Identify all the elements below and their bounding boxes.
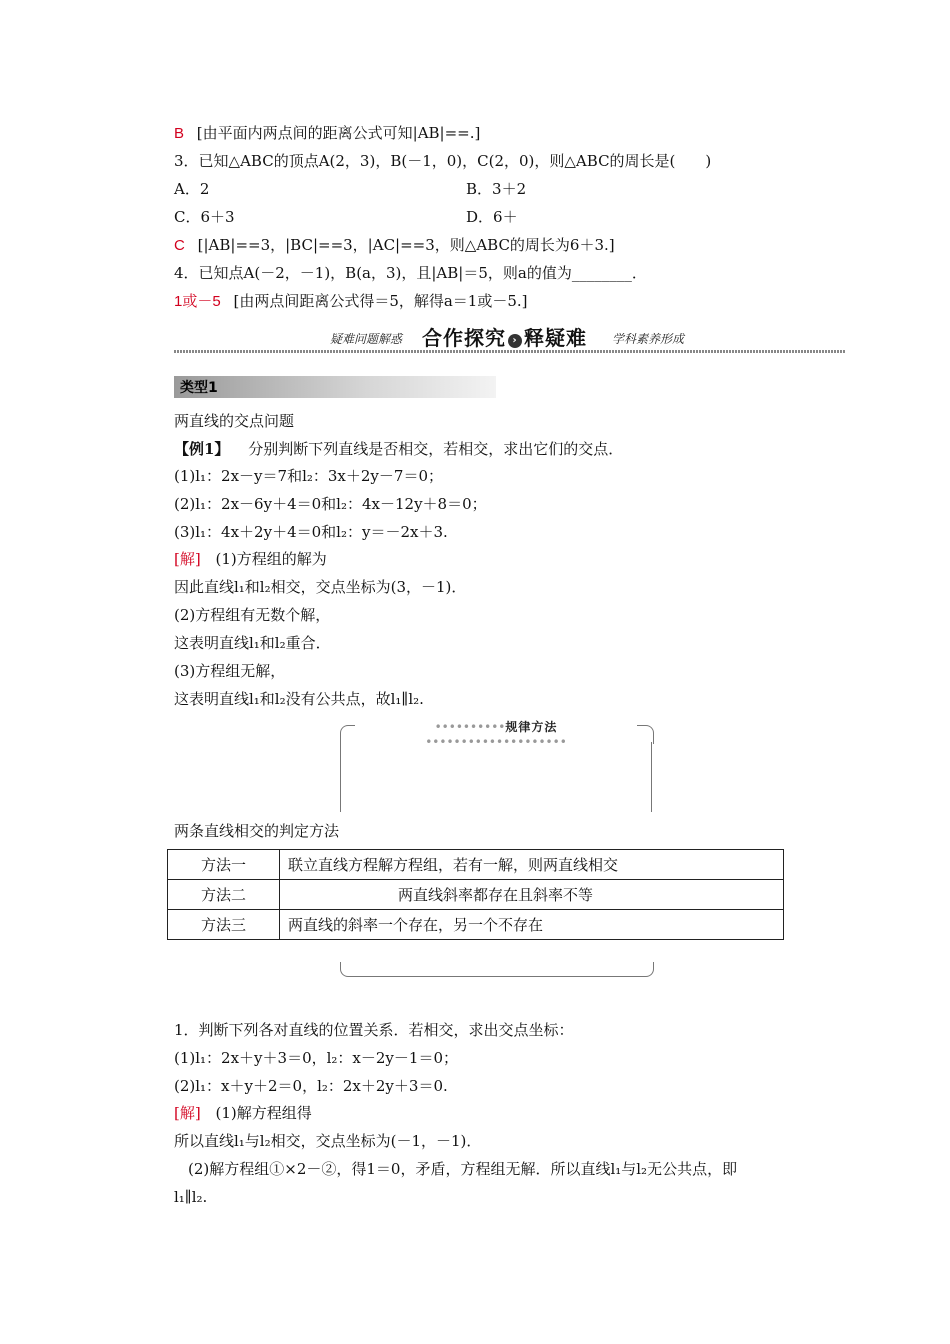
option-b: B．3＋2	[466, 180, 527, 198]
method-box-title-text: 规律方法	[505, 720, 558, 734]
question-3-stem: 3．已知△ABC的顶点A(2，3)，B(－1，0)，C(2，0)，则△ABC的周长是( )	[174, 152, 712, 170]
section-header-band	[174, 322, 846, 356]
solution-line-3: (2)方程组有无数个解，	[174, 606, 331, 624]
answer-value: 1或－5	[174, 293, 221, 310]
band-left-text: 疑难问题解惑	[330, 332, 403, 346]
solution-line-5: (3)方程组无解，	[174, 662, 286, 680]
table-row	[168, 910, 784, 940]
table-row	[168, 880, 784, 910]
answer-letter: C	[174, 237, 185, 254]
example-item-3: (3)l₁：4x＋2y＋4＝0和l₂：y＝－2x＋3.	[174, 523, 448, 541]
method-box-bottom-border	[340, 962, 654, 977]
question-4-stem: 4．已知点A(－2，－1)，B(a，3)，且|AB|＝5，则a的值为________．	[174, 264, 647, 282]
solution-tag: [解]	[174, 550, 201, 568]
solution-line-2: 因此直线l₁和l₂相交，交点坐标为(3，－1)．	[174, 578, 467, 596]
answer-explanation: [|AB|==3，|BC|==3，|AC|==3，则△ABC的周长为6＋3.]	[197, 236, 615, 254]
band-main-title	[422, 322, 587, 351]
method-desc: 两直线的斜率一个存在，另一个不存在	[280, 910, 784, 940]
method-box-title: ••••••••••规律方法••••••••••••••••••••	[425, 720, 567, 749]
method-name: 方法二	[168, 880, 280, 910]
method-heading: 两条直线相交的判定方法	[174, 822, 340, 840]
exercise-solution-line-4: l₁∥l₂.	[174, 1188, 208, 1206]
q2-answer	[174, 123, 480, 144]
example-label: 【例1】	[174, 440, 230, 458]
solution-line-4: 这表明直线l₁和l₂重合．	[174, 634, 331, 652]
option-c: C．6＋3	[174, 208, 235, 226]
example-1	[174, 439, 623, 459]
exercise-solution-line-1	[174, 1103, 312, 1123]
type-label: 类型1	[180, 380, 218, 396]
band-main-2: 释疑难	[524, 326, 587, 350]
answer-explanation: [由平面内两点间的距离公式可知|AB|==.]	[196, 124, 481, 142]
exercise-stem: 1．判断下列各对直线的位置关系．若相交，求出交点坐标：	[174, 1021, 574, 1039]
arrow-icon: ›	[508, 334, 522, 348]
solution-line-6: 这表明直线l₁和l₂没有公共点，故l₁∥l₂.	[174, 690, 424, 708]
answer-letter: B	[174, 125, 185, 142]
answer-explanation: [由两点间距离公式得＝5，解得a＝1或－5.]	[233, 292, 528, 310]
band-right-text: 学科素养形成	[612, 332, 685, 346]
option-a: A．2	[174, 180, 210, 198]
method-box-left-border	[340, 742, 341, 812]
solution-text: (1)解方程组得	[215, 1104, 312, 1122]
solution-tag: [解]	[174, 1104, 201, 1122]
exercise-item-1: (1)l₁：2x＋y＋3＝0，l₂：x－2y－1＝0；	[174, 1049, 458, 1067]
exercise-item-2: (2)l₁：x＋y＋2＝0，l₂：2x＋2y＋3＝0.	[174, 1077, 448, 1095]
method-desc: 两直线斜率都存在且斜率不等	[280, 880, 784, 910]
method-desc: 联立直线方程解方程组，若有一解，则两直线相交	[280, 850, 784, 880]
method-table	[167, 849, 784, 940]
example-prompt: 分别判断下列直线是否相交，若相交，求出它们的交点．	[248, 440, 624, 458]
method-name: 方法三	[168, 910, 280, 940]
solution-text: (1)方程组的解为	[215, 550, 327, 568]
example-item-1: (1)l₁：2x－y＝7和l₂：3x＋2y－7＝0；	[174, 467, 443, 485]
method-box-right-border	[651, 742, 652, 812]
topic-title: 两直线的交点问题	[174, 412, 295, 430]
method-name: 方法一	[168, 850, 280, 880]
exercise-solution-line-2: 所以直线l₁与l₂相交，交点坐标为(－1，－1)．	[174, 1132, 482, 1150]
q4-answer	[174, 291, 528, 312]
type-label-bar	[174, 376, 496, 398]
band-rule	[174, 350, 846, 353]
solution-line-1	[174, 549, 327, 569]
option-d: D．6＋	[466, 208, 518, 226]
exercise-solution-line-3: (2)解方程组①×2－②，得1＝0，矛盾，方程组无解．所以直线l₁与l₂无公共点，即	[188, 1160, 738, 1178]
table-row	[168, 850, 784, 880]
example-item-2: (2)l₁：2x－6y＋4＝0和l₂：4x－12y＋8＝0；	[174, 495, 487, 513]
band-main-1: 合作探究	[422, 326, 506, 350]
q3-answer	[174, 235, 615, 256]
